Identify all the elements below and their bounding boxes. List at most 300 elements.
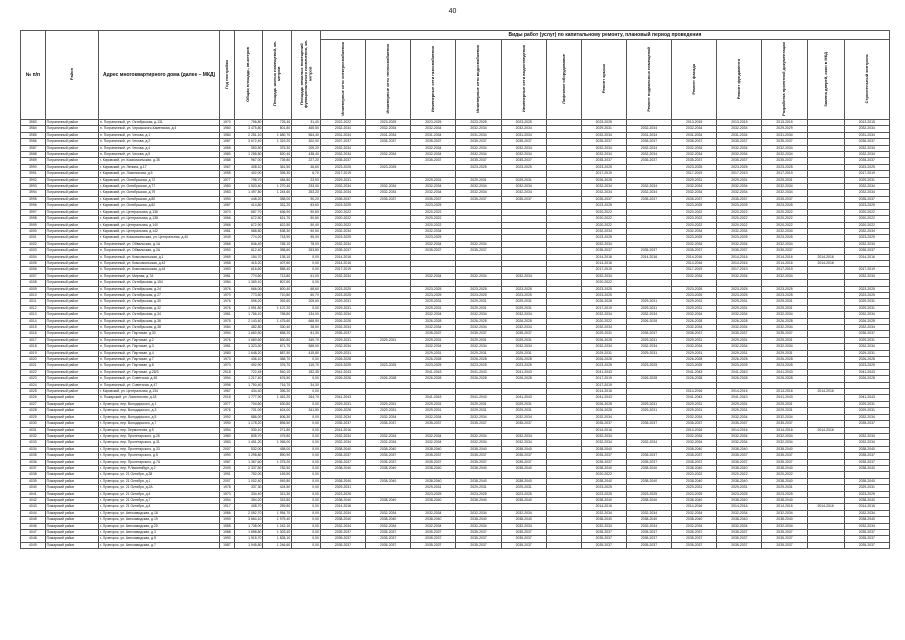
table-cell: 2035-2037: [366, 139, 411, 145]
table-cell: 2032-2034: [456, 152, 501, 158]
table-cell: 858,20: [263, 331, 292, 337]
table-cell: 630,80: [263, 401, 292, 407]
table-cell: 752,00: [234, 472, 263, 478]
table-cell: 4038: [21, 472, 46, 478]
table-cell: Пограничный район: [45, 196, 98, 202]
table-cell: 2029-2031: [456, 337, 501, 343]
table-cell: 4029: [21, 414, 46, 420]
table-cell: 2023-2025: [762, 491, 807, 497]
table-cell: п. Пограничный, ул. Октябрьская, д.154: [99, 280, 220, 286]
table-cell: 2038-2040: [366, 497, 411, 503]
table-cell: 2020-2022: [320, 209, 365, 215]
table-cell: п. Пограничный, ул. Октябрьская, д.36: [99, 318, 220, 324]
table-cell: 2032-2034: [717, 440, 762, 446]
table-cell: 2023-2025: [501, 120, 546, 126]
table-cell: г. Лучегорск, пер. Володарского, д.1: [99, 401, 220, 407]
header-work-4: Инженерные сети водоотведения: [501, 40, 546, 120]
table-cell: 2032-2034: [581, 145, 626, 151]
table-cell: 2029-2031: [626, 305, 671, 311]
header-res-area: Площадь жилых помещений, кв. метров: [263, 31, 292, 120]
table-cell: 2035-2037: [456, 331, 501, 337]
table-cell: 2020-2022: [717, 209, 762, 215]
table-cell: 1 244,60: [263, 190, 292, 196]
table-cell: 2023-2025: [456, 164, 501, 170]
table-cell: 2032-2034: [456, 344, 501, 350]
table-cell: 2035-2037: [501, 453, 546, 459]
table-cell: 2023-2025: [501, 363, 546, 369]
table-cell: 2014-2016: [672, 389, 717, 395]
table-cell: 2032-2034: [844, 312, 889, 318]
table-cell: 50,80: [292, 209, 321, 215]
table-cell: п. Пограничный, ул. Чехова, д.2: [99, 139, 220, 145]
table-cell: 1984: [220, 325, 234, 331]
table-cell: г. Кировский, ул. Октябрьская, д.72: [99, 177, 220, 183]
table-cell: 2029-2031: [456, 350, 501, 356]
table-cell: 3985: [21, 132, 46, 138]
table-cell: 2032-2034: [411, 312, 456, 318]
table-cell: 0,00: [292, 491, 321, 497]
table-cell: Пожарский район: [45, 497, 98, 503]
table-cell: Пограничный район: [45, 273, 98, 279]
table-cell: Пограничный район: [45, 190, 98, 196]
table-cell: 2032-2034: [717, 312, 762, 318]
table-cell: Пожарский район: [45, 459, 98, 465]
table-cell: 2032-2034: [456, 523, 501, 529]
table-cell: 2038-2040: [717, 478, 762, 484]
table-cell: Пограничный район: [45, 139, 98, 145]
table-cell: 4028: [21, 408, 46, 414]
table-cell: 2032-2034: [366, 414, 411, 420]
table-cell: Пограничный район: [45, 299, 98, 305]
table-cell: 3 664,10: [234, 517, 263, 523]
table-cell: Пограничный район: [45, 164, 98, 170]
table-cell: 2014-2016: [762, 254, 807, 260]
table-cell: 2032-2034: [672, 152, 717, 158]
table-cell: 465,50: [292, 126, 321, 132]
table-cell: 4042: [21, 497, 46, 503]
table-cell: 2032-2034: [456, 126, 501, 132]
table-cell: 2014-2016: [320, 254, 365, 260]
table-cell: 1 497,80: [234, 190, 263, 196]
table-cell: 3987: [21, 145, 46, 151]
table-cell: 2026-2028: [366, 376, 411, 382]
table-cell: 2029-2031: [717, 299, 762, 305]
table-cell: 1 242,10: [263, 523, 292, 529]
table-cell: 672,90: [234, 222, 263, 228]
table-cell: 415,80: [292, 350, 321, 356]
table-cell: 2038-2040: [320, 465, 365, 471]
table-cell: 1 750,40: [234, 382, 263, 388]
table-cell: 2022-2022: [320, 120, 365, 126]
table-cell: 765,10: [263, 241, 292, 247]
table-cell: 2020-2022: [762, 209, 807, 215]
table-cell: 2032-2034: [762, 184, 807, 190]
table-cell: 2032-2034: [626, 510, 671, 516]
table-cell: 2032-2034: [501, 152, 546, 158]
table-cell: 2035-2037: [320, 331, 365, 337]
table-cell: 2020-2022: [581, 280, 626, 286]
table-cell: 349,70: [292, 337, 321, 343]
table-cell: 1988: [220, 530, 234, 536]
table-cell: 2014-2016: [807, 254, 844, 260]
table-cell: 34,30: [292, 382, 321, 388]
table-cell: 1977: [220, 401, 234, 407]
table-cell: 0,00: [292, 280, 321, 286]
table-cell: 2035-2037: [626, 248, 671, 254]
table-cell: 2041-2043: [762, 369, 807, 375]
table-cell: 672,50: [234, 216, 263, 222]
table-cell: 2032-2034: [411, 344, 456, 350]
table-cell: 1986: [220, 510, 234, 516]
table-cell: 4045: [21, 517, 46, 523]
table-cell: 2020-2022: [581, 472, 626, 478]
table-cell: 2029-2031: [411, 350, 456, 356]
table-cell: 2032-2034: [501, 433, 546, 439]
table-cell: 2032-2034: [456, 312, 501, 318]
table-cell: 2014-2016: [807, 504, 844, 510]
table-cell: 2029-2031: [672, 299, 717, 305]
table-cell: 2026-2028: [626, 318, 671, 324]
table-cell: 2035-2037: [717, 453, 762, 459]
table-cell: 2035-2037: [762, 196, 807, 202]
table-cell: 2032-2034: [456, 190, 501, 196]
table-cell: 2038-2040: [762, 497, 807, 503]
table-cell: 2017-2019: [320, 267, 365, 273]
table-cell: 0,00: [292, 376, 321, 382]
table-cell: Пограничный район: [45, 120, 98, 126]
table-cell: 2026-2028: [672, 357, 717, 363]
table-cell: 2032-2034: [581, 433, 626, 439]
table-cell: 2041-2043: [501, 369, 546, 375]
table-cell: 2029-2031: [762, 337, 807, 343]
table-cell: 722,45: [234, 369, 263, 375]
table-cell: г. Лучегорск, пер. Р.Люксембург, д.2: [99, 465, 220, 471]
table-cell: 2032-2034: [626, 344, 671, 350]
table-cell: Пограничный район: [45, 203, 98, 209]
table-cell: 590,50: [234, 145, 263, 151]
table-cell: 396,20: [263, 389, 292, 395]
table-cell: 2026-2028: [844, 376, 889, 382]
table-cell: 846,40: [234, 241, 263, 247]
table-cell: 2023-2025: [320, 203, 365, 209]
table-cell: 2035-2037: [626, 196, 671, 202]
table-cell: 2029-2031: [501, 485, 546, 491]
table-cell: 2029-2031: [626, 408, 671, 414]
table-cell: 820,40: [263, 152, 292, 158]
table-cell: г. Кировский, ул. Октябрьская, д.79: [99, 190, 220, 196]
table-cell: 701,00: [234, 408, 263, 414]
table-cell: п. Пограничный, ул. Партизан, д.30: [99, 331, 220, 337]
table-cell: 1992: [220, 414, 234, 420]
table-cell: 725,40: [263, 120, 292, 126]
table-cell: 2029-2031: [626, 350, 671, 356]
table-cell: 0,00: [292, 510, 321, 516]
table-cell: 2020-2022: [672, 222, 717, 228]
table-cell: 2029-2031: [501, 305, 546, 311]
table-cell: 2035-2037: [411, 459, 456, 465]
table-cell: 2023-2025: [501, 164, 546, 170]
header-work-2: Инженерные сети газоснабжения: [411, 40, 456, 120]
table-cell: 2032-2034: [456, 241, 501, 247]
table-cell: 2032-2034: [844, 414, 889, 420]
table-cell: 2026-2028: [320, 318, 365, 324]
table-cell: г. Кировский, ул. Центральная, д.136: [99, 209, 220, 215]
table-cell: 1987: [220, 139, 234, 145]
table-cell: 134,00: [292, 312, 321, 318]
table-cell: 331,20: [263, 203, 292, 209]
table-cell: 2029-2031: [717, 401, 762, 407]
table-cell: 2026-2028: [581, 337, 626, 343]
table-cell: п. Пограничный, ул. Партизан, д.4: [99, 350, 220, 356]
table-cell: 2029-2031: [411, 337, 456, 343]
table-cell: 2032-2034: [411, 145, 456, 151]
table-cell: 585,40: [263, 267, 292, 273]
table-cell: 2020-2022: [844, 209, 889, 215]
table-cell: 2026-2028: [411, 357, 456, 363]
table-cell: 2026-2028: [844, 357, 889, 363]
table-cell: 2038-2040: [501, 446, 546, 452]
table-cell: 4027: [21, 401, 46, 407]
table-cell: 1954: [220, 427, 234, 433]
table-cell: 2032-2034: [320, 184, 365, 190]
table-cell: 2035-2037: [844, 530, 889, 536]
table-cell: 2038-2040: [626, 497, 671, 503]
table-cell: п. Пограничный, ул. Советская, д.45: [99, 376, 220, 382]
table-cell: 2031-2034: [366, 132, 411, 138]
table-cell: Пограничный район: [45, 280, 98, 286]
table-cell: 4044: [21, 510, 46, 516]
table-cell: 2032-2034: [762, 228, 807, 234]
table-cell: Пожарский район: [45, 523, 98, 529]
table-cell: Пожарский район: [45, 465, 98, 471]
table-cell: 2035-2037: [501, 421, 546, 427]
table-cell: 2026-2028: [456, 376, 501, 382]
table-cell: 2031-2034: [672, 132, 717, 138]
table-cell: п. Пограничный, ул. Октябрьская, д.27: [99, 292, 220, 298]
table-cell: 2017-2019: [672, 171, 717, 177]
table-cell: Пожарский район: [45, 453, 98, 459]
table-cell: п. Пограничный, ул. Комсомольская, д.44: [99, 267, 220, 273]
table-cell: 2035-2037: [762, 421, 807, 427]
table-cell: Пожарский район: [45, 472, 98, 478]
table-cell: 2038-2040: [411, 497, 456, 503]
table-cell: 2017-2019: [672, 267, 717, 273]
table-cell: 2038-2040: [626, 478, 671, 484]
table-cell: 2029-2031: [626, 401, 671, 407]
table-cell: 1987: [220, 459, 234, 465]
table-cell: 2014-2016: [672, 260, 717, 266]
table-cell: 1 323,30: [234, 344, 263, 350]
table-cell: 612,40: [234, 248, 263, 254]
table-cell: 2029-2031: [762, 485, 807, 491]
table-cell: 2023-2025: [501, 292, 546, 298]
table-cell: 2023-2025: [581, 485, 626, 491]
table-cell: 2032-2034: [456, 440, 501, 446]
table-cell: 2035-2037: [717, 421, 762, 427]
table-cell: г. Лучегорск, пер. Пролетарского, д.5: [99, 453, 220, 459]
table-cell: 4003: [21, 248, 46, 254]
table-cell: г. Лучегорск, пер. Пролетарского, д.26: [99, 433, 220, 439]
table-cell: 337,30: [234, 485, 263, 491]
table-cell: 2035-2037: [672, 421, 717, 427]
table-cell: 1985: [220, 523, 234, 529]
table-cell: 2023-2025: [844, 292, 889, 298]
table-cell: 2023-2025: [411, 203, 456, 209]
table-cell: 2038-2040: [717, 517, 762, 523]
table-cell: 1953: [220, 267, 234, 273]
table-cell: 2031-2034: [456, 132, 501, 138]
table-cell: 1 075,20: [263, 459, 292, 465]
table-cell: 302,00: [292, 139, 321, 145]
table-cell: 2032-2034: [672, 145, 717, 151]
table-cell: 2038-2040: [366, 446, 411, 452]
table-cell: г. Кировский, ул. Комсомольская, д.35: [99, 158, 220, 164]
table-cell: 1980: [220, 152, 234, 158]
table-cell: 2032-2034: [501, 414, 546, 420]
table-cell: 2023-2025: [762, 203, 807, 209]
table-cell: 2014-2016: [717, 504, 762, 510]
header-work-7: Ремонт подвальных помещений: [626, 40, 671, 120]
table-cell: 2035-2037: [717, 530, 762, 536]
table-cell: 2029-2031: [501, 177, 546, 183]
table-cell: 2032-2034: [366, 510, 411, 516]
table-cell: 2020-2022: [762, 472, 807, 478]
table-cell: 2032-2034: [844, 325, 889, 331]
table-cell: 2035-2037: [762, 331, 807, 337]
table-cell: 2038-2040: [366, 465, 411, 471]
table-cell: 2029-2031: [844, 299, 889, 305]
table-cell: 2031-2034: [717, 132, 762, 138]
table-cell: 2035-2037: [501, 196, 546, 202]
table-cell: 2041-2043: [672, 369, 717, 375]
table-cell: 233,00: [292, 184, 321, 190]
table-cell: 1983: [220, 190, 234, 196]
table-cell: 2023-2025: [581, 235, 626, 241]
table-cell: 2029-2031: [844, 337, 889, 343]
table-cell: 2020-2022: [320, 222, 365, 228]
table-cell: 2029-2031: [762, 177, 807, 183]
table-cell: 2023-2025: [672, 203, 717, 209]
table-cell: 2029-2031: [411, 305, 456, 311]
table-cell: 1 298,80: [234, 453, 263, 459]
table-cell: Пограничный район: [45, 152, 98, 158]
table-cell: 2029-2031: [844, 350, 889, 356]
table-cell: Пожарский район: [45, 517, 98, 523]
table-cell: 1 680,60: [234, 337, 263, 343]
table-cell: 3992: [21, 177, 46, 183]
table-cell: 2032-2034: [320, 510, 365, 516]
table-cell: г. Кировский, ул. Комсомольская, ул. Центральная, д.40: [99, 235, 220, 241]
table-cell: 2020-2022: [411, 216, 456, 222]
table-cell: 2023-2025: [366, 120, 411, 126]
table-cell: г. Лучегорск, ул. Автозаводская, д.19: [99, 517, 220, 523]
table-cell: 2032-2034: [717, 523, 762, 529]
table-cell: 1990: [220, 196, 234, 202]
table-cell: 2029-2031: [581, 331, 626, 337]
table-cell: 2026-2028: [411, 318, 456, 324]
table-cell: г. Кировский, ул. Центральная, д.138: [99, 216, 220, 222]
table-cell: 2023-2025: [581, 164, 626, 170]
table-cell: 2038-2040: [844, 465, 889, 471]
table-cell: 1976: [220, 408, 234, 414]
header-work-9: Ремонт фундамента: [717, 40, 762, 120]
table-cell: 2023-2025: [762, 235, 807, 241]
table-cell: Пожарский район: [45, 530, 98, 536]
header-work-5: Лифтовое оборудование: [546, 40, 581, 120]
table-cell: 2035-2037: [626, 459, 671, 465]
table-cell: 2023-2025: [581, 292, 626, 298]
table-cell: 1970: [220, 120, 234, 126]
page-number: 40: [448, 8, 457, 15]
table-cell: 2032-2034: [411, 228, 456, 234]
table-cell: 4032: [21, 433, 46, 439]
table-cell: 2035-2037: [366, 542, 411, 548]
table-cell: 2014-2016: [320, 260, 365, 266]
table-cell: 1967: [220, 389, 234, 395]
table-cell: 2038-2040: [366, 517, 411, 523]
table-cell: 436,10: [234, 357, 263, 363]
table-cell: 588,80: [234, 228, 263, 234]
table-cell: 2029-2031: [501, 299, 546, 305]
table-cell: 2023-2025: [320, 491, 365, 497]
table-cell: г. Лучегорск, ул. 21 Октября, д.4: [99, 491, 220, 497]
table-cell: 2029-2031: [844, 177, 889, 183]
table-cell: 2032-2034: [320, 433, 365, 439]
table-cell: 807,60: [263, 280, 292, 286]
table-cell: 1991: [220, 472, 234, 478]
table-cell: 2038-2040: [456, 478, 501, 484]
table-cell: 2017-2019: [581, 267, 626, 273]
table-cell: 358,60: [263, 248, 292, 254]
table-cell: 2020-2022: [672, 209, 717, 215]
table-cell: 2029-2031: [366, 401, 411, 407]
table-cell: 2029-2031: [320, 401, 365, 407]
table-cell: 687,70: [234, 209, 263, 215]
table-cell: 2026-2028: [501, 318, 546, 324]
table-cell: 2032-2034: [626, 190, 671, 196]
table-cell: 2035-2037: [411, 453, 456, 459]
table-cell: 4017: [21, 337, 46, 343]
table-cell: 2035-2037: [320, 196, 365, 202]
table-cell: г. Кировский, ул. Октябрьская, д.80: [99, 196, 220, 202]
table-cell: 2032-2034: [320, 414, 365, 420]
table-cell: 392,60: [263, 299, 292, 305]
table-cell: 4010: [21, 292, 46, 298]
table-cell: 2035-2037: [411, 331, 456, 337]
table-cell: 1 107,20: [263, 305, 292, 311]
table-cell: 3994: [21, 190, 46, 196]
table-cell: 2029-2031: [320, 299, 365, 305]
table-cell: 2029-2031: [762, 305, 807, 311]
header-total-area: Общая площадь, кв.метров: [234, 31, 263, 120]
table-cell: 1970: [220, 292, 234, 298]
table-cell: 4018: [21, 344, 46, 350]
table-cell: 2032-2034: [581, 325, 626, 331]
table-cell: 2032-2034: [366, 184, 411, 190]
table-cell: 2031-2034: [320, 132, 365, 138]
table-cell: 6,70: [292, 171, 321, 177]
table-cell: 2023-2025: [844, 235, 889, 241]
table-cell: 2035-2037: [672, 542, 717, 548]
table-cell: 2032-2034: [844, 344, 889, 350]
table-cell: 2041-2043: [762, 395, 807, 401]
table-cell: п. Пограничный, ул. Комсомольская, д.42: [99, 260, 220, 266]
table-cell: 2014-2016: [762, 427, 807, 433]
table-cell: 2035-2037: [717, 331, 762, 337]
header-work-3: Инженерные сети водоснабжения: [456, 40, 501, 120]
table-cell: 2032-2034: [672, 126, 717, 132]
table-cell: 2035-2037: [501, 530, 546, 536]
